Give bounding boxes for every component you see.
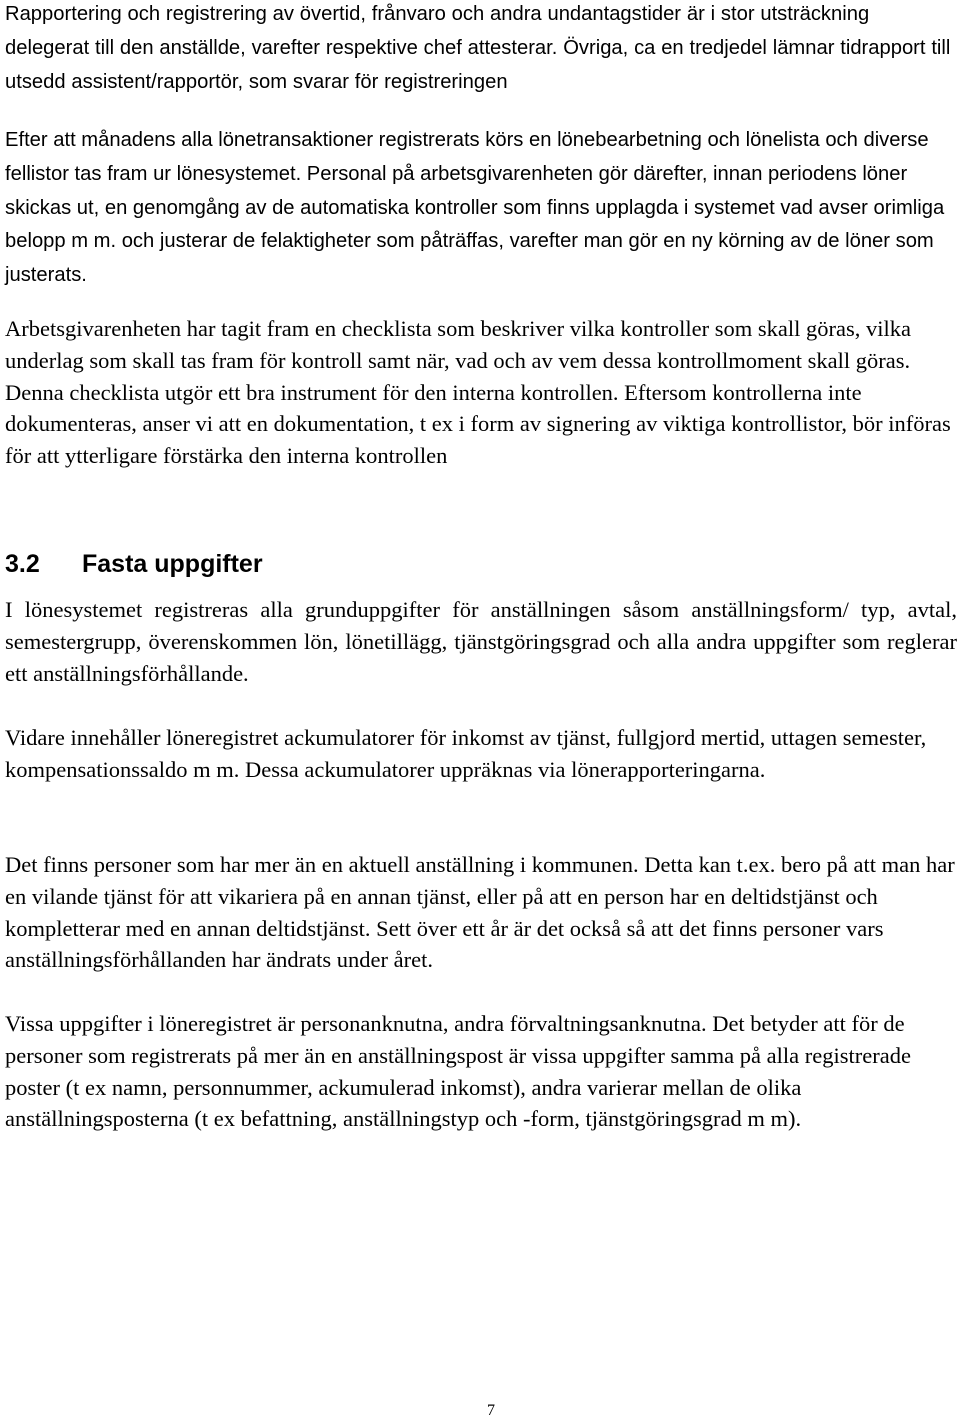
paragraph-payroll-processing-part2: Personal på arbetsgivarenheten gör därefter, innan periodens löner skickas ut, en genomgång av de automatiska kontroller som finns upplagda i systemet vad avser orimliga belopp m m. (5, 162, 945, 253)
page-number: 7 (487, 1402, 495, 1419)
paragraph-time-reporting-part1: Rapportering och registrering av övertid, frånvaro och andra undantagstider är i stor utsträckning delegerat till den anställde, varefter respektive chef attesterar. (5, 3, 870, 59)
paragraph-payroll-processing-part3: och justerar de felaktigheter som påträffas, varefter man gör en ny körning av de löner som justerats. (5, 230, 934, 287)
paragraph-accumulators: Vidare innehåller löneregistret ackumulatorer för inkomst av tjänst, fullgjord mertid, uttagen semester, kompensationssaldo m m. Dessa ackumulatorer uppräknas via lönerapporteringarna. (5, 725, 927, 782)
paragraph-payroll-processing (5, 123, 957, 292)
paragraph-time-reporting (5, 0, 957, 98)
paragraph-time-reporting-part2: Övriga, ca en tredjedel lämnar tidrapport till utsedd assistent/rapportör, som svarar för registreringen (5, 36, 951, 93)
paragraph-basic-data: I lönesystemet registreras alla grunduppgifter för anställningen såsom anställningsform/ typ, avtal, semestergrupp, överenskommen lön, lönetillägg, tjänstgöringsgrad och alla andra uppgifter som reglerar ett anställningsförhållande. (5, 597, 957, 686)
section-heading (5, 548, 957, 580)
section-number: 3.2 (5, 550, 40, 578)
paragraph-multiple-employments: Det finns personer som har mer än en aktuell anställning i kommunen. Detta kan t.ex. bero på att man har en vilande tjänst för att vikariera på en annan tjänst, eller på att en person har en deltidstjänst och kompletterar med en annan deltidstjänst. Sett över ett år är det också så att det finns personer vars anställningsförhållanden har ändrats under året. (5, 852, 955, 973)
paragraph-personal-data: Vissa uppgifter i löneregistret är personanknutna, andra förvaltningsanknutna. Det betyder att för de personer som registrerats på mer än en anställningspost är vissa uppgifter samma på alla registrerade poster (t ex namn, personnummer, ackumulerad inkomst), andra varierar mellan de olika anställningsposterna (t ex befattning, anställningstyp och -form, tjänstgöringsgrad m m). (5, 1011, 911, 1132)
paragraph-payroll-processing-part1: Efter att månadens alla lönetransaktioner registrerats körs en lönebearbetning och lönelista och diverse fellistor tas fram ur lönesystemet. (5, 129, 929, 185)
section-title: Fasta uppgifter (82, 550, 263, 578)
paragraph-checklist: Arbetsgivarenheten har tagit fram en checklista som beskriver vilka kontroller som skall göras, vilka underlag som skall tas fram för kontroll samt när, vad och av vem dessa kontrollmoment skall göras. Denna checklista utgör ett bra instrument för den interna kontrollen. Eftersom kontrollerna inte dokumenteras, anser vi att en dokumentation, t ex i form av signering av viktiga kontrollistor, bör införas för att ytterligare förstärka den interna kontrollen (5, 316, 951, 469)
